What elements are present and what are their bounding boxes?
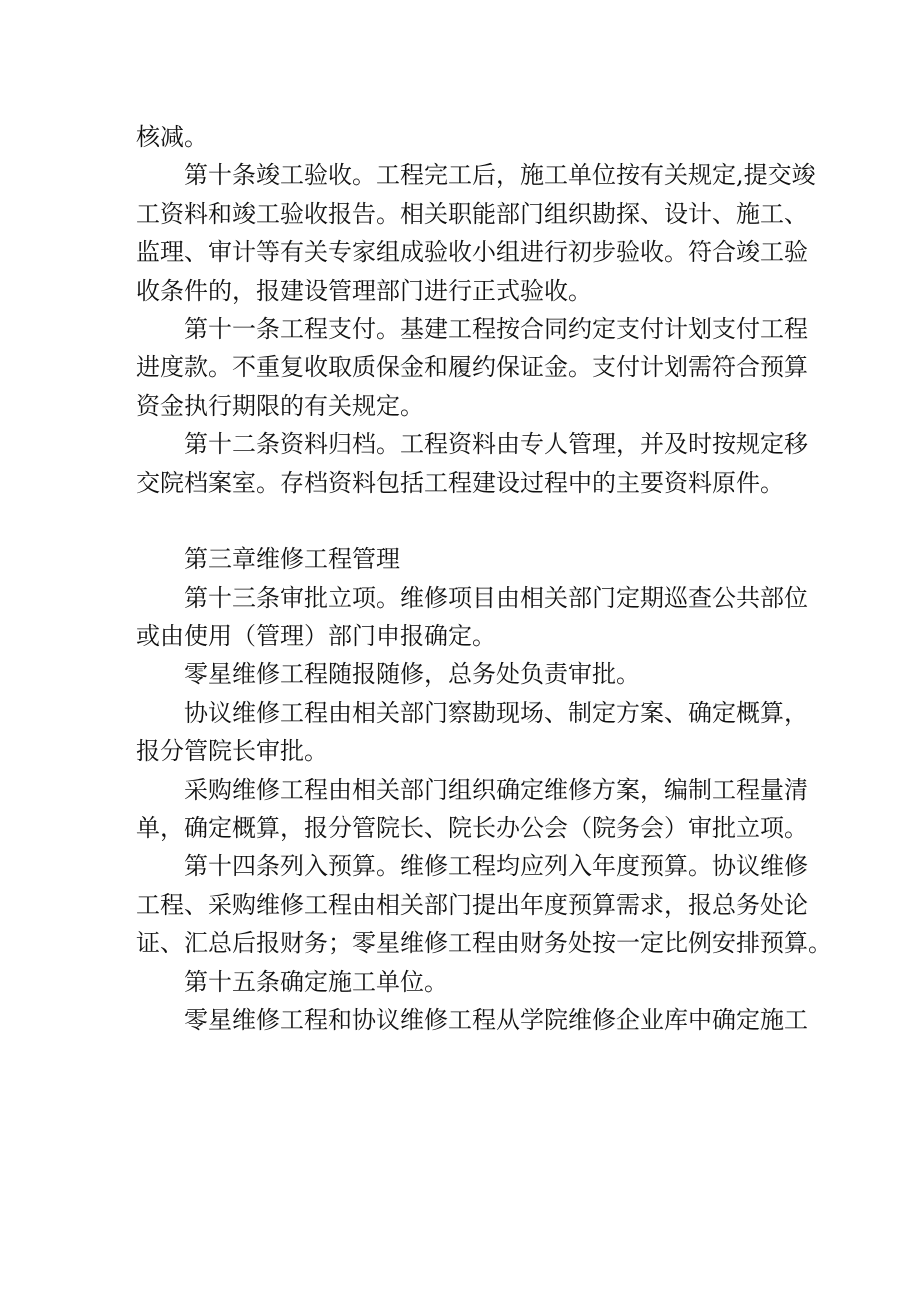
text-line: 进度款。不重复收取质保金和履约保证金。支付计划需符合预算 [136, 353, 808, 382]
text-line: 零星维修工程和协议维修工程从学院维修企业库中确定施工 [184, 1005, 808, 1034]
text-line: 核减。 [136, 123, 208, 151]
text-line: 第十四条列入预算。维修工程均应列入年度预算。协议维修 [184, 852, 808, 881]
text-line: 证、汇总后报财务；零星维修工程由财务处按一定比例安排预算。 [136, 929, 832, 958]
text-line: 协议维修工程由相关部门察勘现场、制定方案、确定概算， [184, 698, 808, 727]
text-line: 工程、采购维修工程由相关部门提出年度预算需求，报总务处论 [136, 890, 808, 919]
text-line: 或由使用（管理）部门申报确定。 [136, 622, 496, 651]
text-line: 收条件的，报建设管理部门进行正式验收。 [136, 276, 592, 305]
document-body [136, 118, 832, 1039]
text-line: 第十一条工程支付。基建工程按合同约定支付计划支付工程 [184, 314, 808, 343]
text-line: 监理、审计等有关专家组成验收小组进行初步验收。符合竣工验 [136, 238, 808, 267]
text-line: 交院档案室。存档资料包括工程建设过程中的主要资料原件。 [136, 468, 784, 497]
text-line: 第十五条确定施工单位。 [184, 967, 448, 996]
text-line: 第十三条审批立项。维修项目由相关部门定期巡查公共部位 [184, 583, 808, 612]
blank-line [136, 502, 796, 540]
text-line: 第十二条资料归档。工程资料由专人管理，并及时按规定移 [184, 430, 808, 459]
chapter-heading: 第三章维修工程管理 [184, 545, 400, 574]
text-line: 零星维修工程随报随修，总务处负责审批。 [184, 660, 640, 689]
text-line: 资金执行期限的有关规定。 [136, 391, 424, 420]
text-line: 第十条竣工验收。工程完工后，施工单位按有关规定,提交竣 [184, 161, 816, 190]
text-line: 工资料和竣工验收报告。相关职能部门组织勘探、设计、施工、 [136, 199, 808, 228]
text-line: 采购维修工程由相关部门组织确定维修方案，编制工程量清 [184, 775, 808, 804]
text-line: 单，确定概算，报分管院长、院长办公会（院务会）审批立项。 [136, 814, 808, 843]
text-line: 报分管院长审批。 [136, 737, 328, 766]
